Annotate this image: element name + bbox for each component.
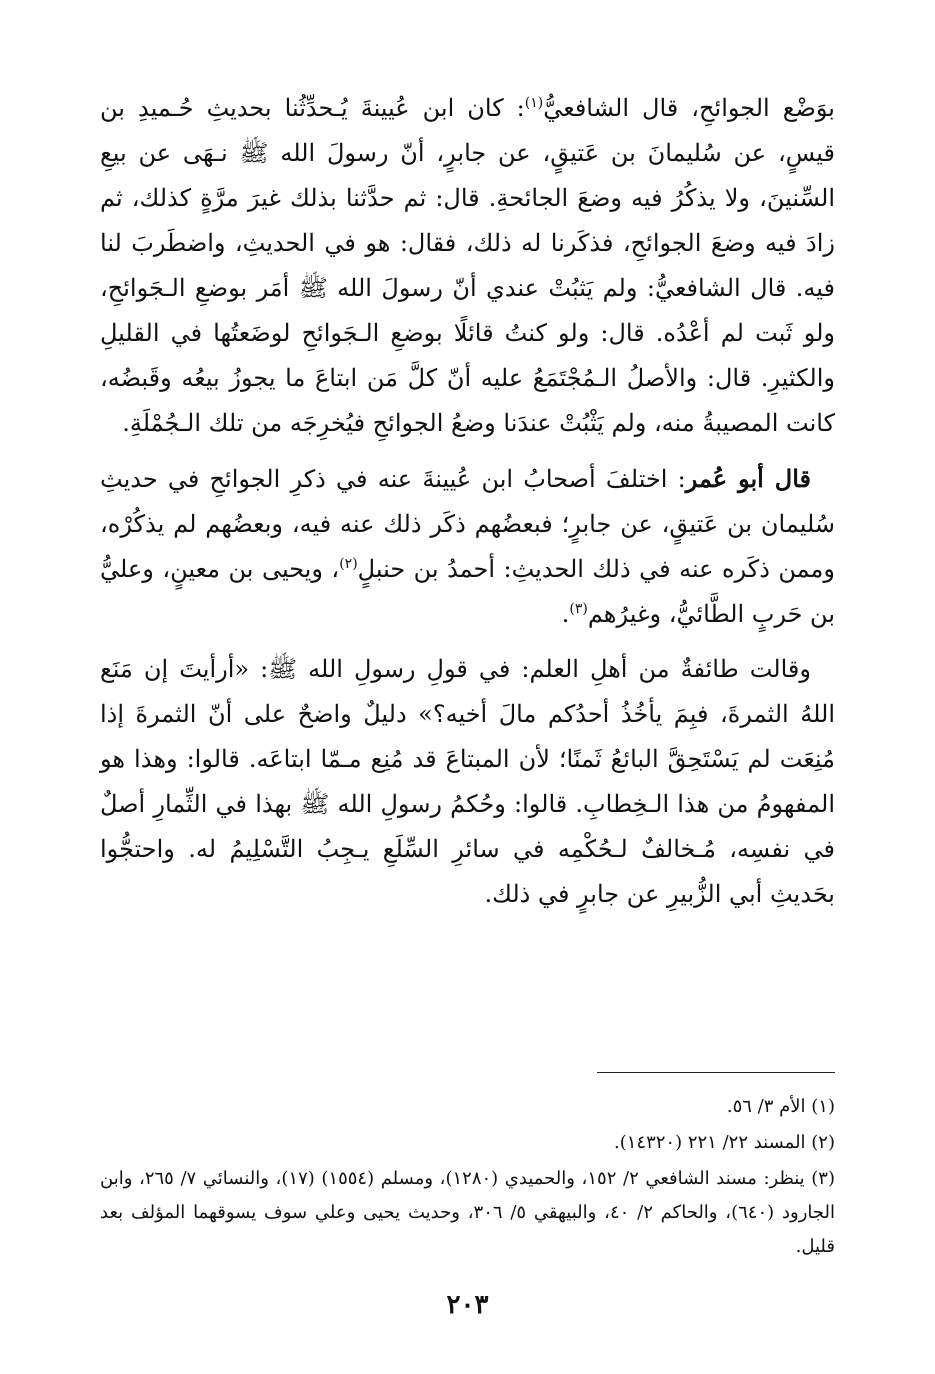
footnote-ref-1: (١) — [524, 95, 544, 111]
paragraph-3 — [100, 647, 835, 917]
paragraph-2-text-b: ، ويحيى بن معينٍ، وعليُّ بن حَربٍ الطَّائيُّ، وغيرُهم — [100, 555, 835, 628]
paragraph-2-text-c: . — [561, 600, 570, 628]
footnote-1: (١) الأم ٣/ ٥٦. — [726, 1096, 835, 1117]
paragraph-1-text-a: بوَضْع الجوائحِ، قال الشافعيُّ — [543, 94, 835, 122]
paragraph-3-text: وقالت طائفةٌ من أهلِ العلم: في قولِ رسولِ الله ﷺ: «أرأيتَ إن مَنَع اللهُ الثمرةَ، فبِمَ يأخُذُ أحدُكم مالَ أخيه؟» دليلٌ واضحٌ على أنّ الثمرةَ إذا مُنِعَت لم يَسْتَحِقَّ البائعُ ثَمنًا؛ لأن المبتاعَ قد مُنِع مـمّا ابتاعَه. قالوا: وهذا هو المفهومُ من هذا الـخِطابِ. قالوا: وحُكمُ رسولِ الله ﷺ بهذا في الثِّمارِ أصلٌ في نفسِه، مُـخالفٌ لـحُكْمِه في سائرِ السِّلَعِ يـجِبُ التَّسْلِيمُ له. واحتجُّوا بحَديثِ أبي الزُّبيرِ عن جابرٍ في ذلك. — [100, 655, 835, 908]
footnote-ref-2: (٢) — [339, 556, 358, 572]
footnotes — [100, 1090, 835, 1266]
footnote-divider — [597, 1072, 835, 1073]
main-text — [100, 86, 835, 917]
paragraph-1 — [100, 86, 835, 446]
paragraph-2 — [100, 456, 835, 637]
footnote-3: (٣) ينظر: مسند الشافعي ٢/ ١٥٢، والحميدي (١٢٨٠)، ومسلم (١٥٥٤) (١٧)، والنسائي ٧/ ٢٦٥، وابن الجارود (٦٤٠)، والحاكم ٢/ ٤٠، والبيهقي ٥/ ٣٠٦، وحديث يحيى وعلي سوف يسوقهما المؤلف بعد قليل. — [100, 1168, 835, 1257]
paragraph-2-text-a: : اختلفَ أصحابُ ابن عُيينةَ عنه في ذكرِ الجوائحِ في حديثِ سُليمان بن عَتيقٍ، عن جابرٍ؛ فبعضُهم ذكَر ذلك عنه فيه، وبعضُهم لم يذكُرْه، وممن ذكَره عنه في ذلك الحديثِ: أحمدُ بن حنبلٍ — [100, 465, 835, 583]
footnote-2: (٢) المسند ٢٢/ ٢٢١ (١٤٣٢٠). — [614, 1132, 835, 1153]
paragraph-1-text-b: : كان ابن عُيينةَ يُـحدِّثُنا بحديثِ حُـميدِ بن قيسٍ، عن سُليمانَ بن عَتيقٍ، عن جابرٍ، أنّ رسولَ الله ﷺ نـهَى عن بيعِ السِّنينَ، ولا يذكُرُ فيه وضعَ الجائحةِ. قال: ثم حدَّثنا بذلك غيرَ مرَّةٍ كذلك، ثم زادَ فيه وضعَ الجوائحِ، فذكَرنا له ذلك، فقال: هو في الحديثِ، واضطَربَ لنا فيه. قال الشافعيُّ: ولم يَثبُتْ عندي أنّ رسولَ الله ﷺ أمَر بوضعِ الـجَوائحِ، ولو ثَبت لم أعْدُه. قال: ولو كنتُ قائلًا بوضعِ الـجَوائحِ لوضَعتُها في القليلِ والكثيرِ. قال: والأصلُ الـمُجْتَمَعُ عليه أنّ كلَّ مَن ابتاعَ ما يجوزُ بيعُه وقَبضُه، كانت المصيبةُ منه، ولم يَثْبُتْ عندَنا وضعُ الجوائحِ فيُخرِجَه من تلك الـجُمْلَةِ. — [100, 94, 835, 437]
footnote-ref-3: (٣) — [569, 601, 588, 617]
page-number: ٢٠٣ — [446, 1290, 489, 1320]
paragraph-2-lead: قال أبو عُمر — [685, 464, 811, 493]
